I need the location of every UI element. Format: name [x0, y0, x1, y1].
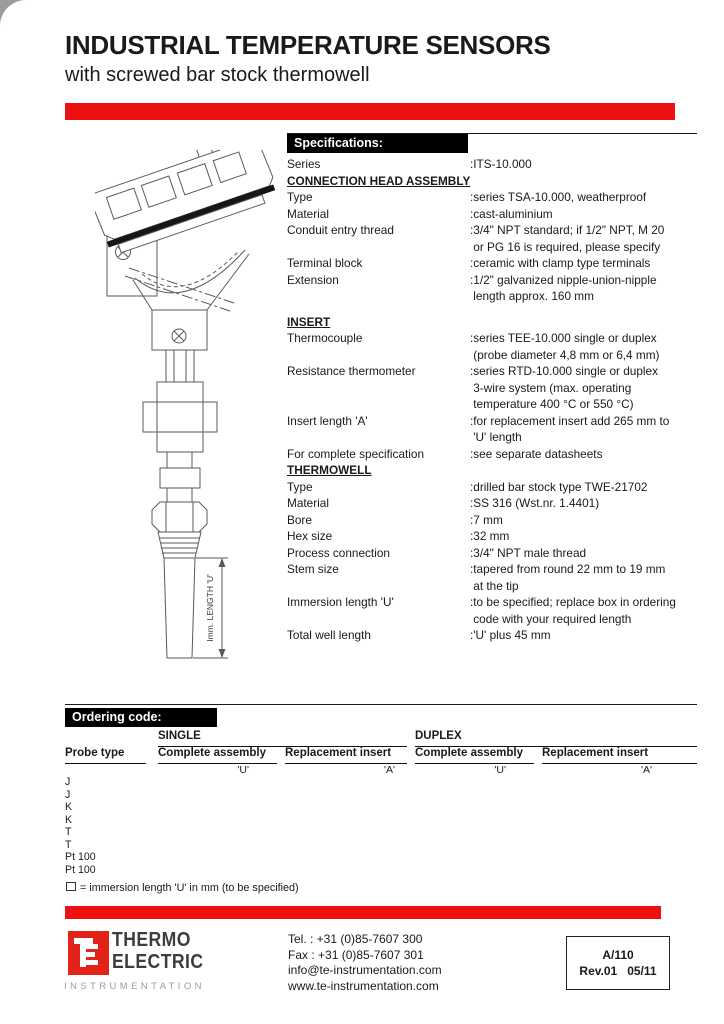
spec-value: at the tip — [470, 578, 519, 593]
logo-instrumentation: INSTRUMENTATION — [64, 981, 205, 992]
immersion-box-glyph — [66, 882, 76, 891]
ordering-subheader-row — [65, 764, 697, 776]
ordering-table-row: K — [65, 801, 73, 813]
page-subtitle: with screwed bar stock thermowell — [65, 64, 370, 86]
spec-row — [287, 447, 699, 464]
spec-value: :32 mm — [470, 529, 510, 543]
spec-label: Material — [287, 206, 329, 221]
spec-value: :to be specified; replace box in ordering — [470, 595, 676, 609]
spec-value: :ITS-10.000 — [470, 157, 532, 171]
spec-row — [287, 496, 699, 513]
spec-value: :series TSA-10.000, weatherproof — [470, 190, 647, 204]
spec-value: 3-wire system (max. operating — [470, 380, 632, 395]
ordering-header-bar: Ordering code: — [65, 708, 217, 727]
spec-row — [287, 223, 699, 240]
doc-revision: Rev.01 05/11 — [579, 964, 657, 978]
ordering-table-row: J — [65, 788, 71, 801]
spec-label: Hex size — [287, 529, 333, 543]
sub-label-a: 'A' — [383, 764, 395, 776]
thermo-electric-logo — [68, 931, 109, 975]
spec-label: Thermocouple — [287, 331, 363, 345]
spec-value: (probe diameter 4,8 mm or 6,4 mm) — [470, 347, 660, 362]
spec-section-header: CONNECTION HEAD ASSEMBLY — [287, 173, 471, 188]
spec-label: Immersion length 'U' — [287, 595, 394, 609]
spec-row — [287, 612, 699, 629]
footer-red-divider — [65, 906, 661, 919]
ordering-rows — [65, 776, 697, 876]
spec-label: Bore — [287, 512, 312, 527]
spec-value: :see separate datasheets — [470, 446, 603, 461]
spec-value: :1/2" galvanized nipple-union-nipple — [470, 272, 657, 287]
header-red-divider — [65, 103, 675, 120]
spec-row — [287, 513, 699, 530]
ordering-table-row: Pt 100 — [65, 851, 96, 863]
spec-row — [287, 430, 699, 447]
spec-value: or PG 16 is required, please specify — [470, 239, 661, 254]
contact-web: www.te-instrumentation.com — [288, 978, 439, 993]
connection-head-cap — [95, 150, 280, 257]
spec-row — [287, 381, 699, 398]
head-base-block — [152, 310, 207, 350]
spec-value: :cast-aluminium — [470, 206, 553, 221]
ordering-table-row: T — [65, 826, 72, 838]
spec-label: Resistance thermometer — [287, 364, 416, 378]
spec-label: Extension — [287, 272, 339, 287]
thermowell-hex — [152, 502, 207, 532]
spec-label: Stem size — [287, 562, 339, 576]
spec-label: Total well length — [287, 628, 371, 642]
dimension-label: Imm. LENGTH 'U' — [205, 574, 215, 642]
ordering-table-row: Pt 100 — [65, 863, 96, 876]
spec-spacer — [287, 306, 699, 315]
col-duplex-complete-assembly: Complete assembly — [415, 747, 534, 764]
specifications-header-bar: Specifications: — [287, 134, 468, 153]
col-single-replacement-insert: Replacement insert — [285, 747, 407, 764]
spec-value: 'U' length — [470, 430, 522, 444]
spec-value: :SS 316 (Wst.nr. 1.4401) — [470, 496, 600, 510]
col-probe-type: Probe type — [65, 747, 146, 764]
spec-value: code with your required length — [470, 611, 632, 626]
ordering-table-row: K — [65, 813, 73, 826]
ordering-group-row — [65, 730, 697, 747]
group-single-label: SINGLE — [158, 730, 407, 747]
spec-row — [287, 289, 699, 306]
spec-label: Type — [287, 190, 313, 204]
spec-row — [287, 157, 699, 174]
contact-fax: Fax : +31 (0)85-7607 301 — [288, 947, 424, 962]
spec-value: temperature 400 °C or 550 °C) — [470, 397, 634, 411]
sub-label-a: 'A' — [640, 764, 652, 776]
spec-value: :3/4" NPT standard; if 1/2" NPT, M 20 — [470, 223, 665, 237]
page-title: INDUSTRIAL TEMPERATURE SENSORS — [65, 30, 551, 60]
spec-row — [287, 529, 699, 546]
ordering-footnote: = immersion length 'U' in mm (to be specified) — [65, 882, 697, 896]
ordering-column-headers — [65, 747, 697, 764]
spec-section-header: THERMOWELL — [287, 463, 372, 477]
spec-row — [287, 480, 699, 497]
spec-row — [287, 595, 699, 612]
spec-row — [287, 190, 699, 207]
spec-value: :7 mm — [470, 512, 503, 527]
spec-label: Terminal block — [287, 256, 363, 270]
spec-row — [287, 628, 699, 645]
spec-row — [287, 546, 699, 563]
thermowell-stem — [164, 558, 195, 658]
spec-value: :3/4" NPT male thread — [470, 545, 587, 560]
sub-label-u: 'U' — [237, 764, 249, 776]
spec-value: :ceramic with clamp type terminals — [470, 256, 651, 270]
spec-value: :tapered from round 22 mm to 19 mm — [470, 562, 666, 576]
spec-row — [287, 331, 699, 348]
spec-value: length approx. 160 mm — [470, 289, 594, 303]
spec-label: Insert length 'A' — [287, 413, 368, 428]
spec-value: :'U' plus 45 mm — [470, 628, 551, 642]
spec-label: For complete specification — [287, 446, 425, 461]
spec-label: Conduit entry thread — [287, 223, 394, 237]
ordering-table-row: J — [65, 776, 71, 788]
spec-value: :drilled bar stock type TWE-21702 — [470, 479, 648, 494]
spec-row — [287, 273, 699, 290]
spec-row — [287, 207, 699, 224]
logo-thermo: THERMO — [112, 929, 191, 951]
document-number-box — [566, 936, 670, 990]
spec-label: Process connection — [287, 545, 390, 560]
spec-row — [287, 562, 699, 579]
spec-value: :series RTD-10.000 single or duplex — [470, 364, 658, 378]
spec-label: Type — [287, 479, 313, 494]
logo-electric: ELECTRIC — [112, 951, 204, 973]
ordering-table-row: T — [65, 838, 72, 851]
logo-wordmark — [112, 929, 204, 973]
contact-email: info@te-instrumentation.com — [288, 963, 442, 977]
col-duplex-replacement-insert: Replacement insert — [542, 747, 697, 764]
sensor-technical-drawing — [95, 150, 280, 675]
spec-row — [287, 364, 699, 381]
ordering-table — [65, 730, 697, 896]
contact-block — [288, 932, 442, 994]
spec-section-header: INSERT — [287, 314, 331, 329]
immersion-length-dimension — [193, 558, 228, 658]
spec-value: :for replacement insert add 265 mm to — [470, 413, 670, 428]
doc-number: A/110 — [602, 948, 634, 962]
spec-row — [287, 579, 699, 596]
col-single-complete-assembly: Complete assembly — [158, 747, 277, 764]
specifications-list — [287, 157, 699, 645]
process-connection-thread — [158, 532, 201, 558]
spec-value: :series TEE-10.000 single or duplex — [470, 331, 657, 345]
spec-row — [287, 414, 699, 431]
spec-row — [287, 397, 699, 414]
spec-label: Series — [287, 157, 321, 171]
extension-nipple-union — [143, 350, 217, 502]
group-duplex-label: DUPLEX — [415, 730, 697, 747]
ordering-top-rule — [65, 704, 697, 705]
contact-tel: Tel. : +31 (0)85-7607 300 — [288, 932, 423, 946]
sub-label-u: 'U' — [494, 764, 506, 776]
spec-row — [287, 240, 699, 257]
spec-label: Material — [287, 496, 329, 510]
spec-row — [287, 256, 699, 273]
spec-row — [287, 348, 699, 365]
